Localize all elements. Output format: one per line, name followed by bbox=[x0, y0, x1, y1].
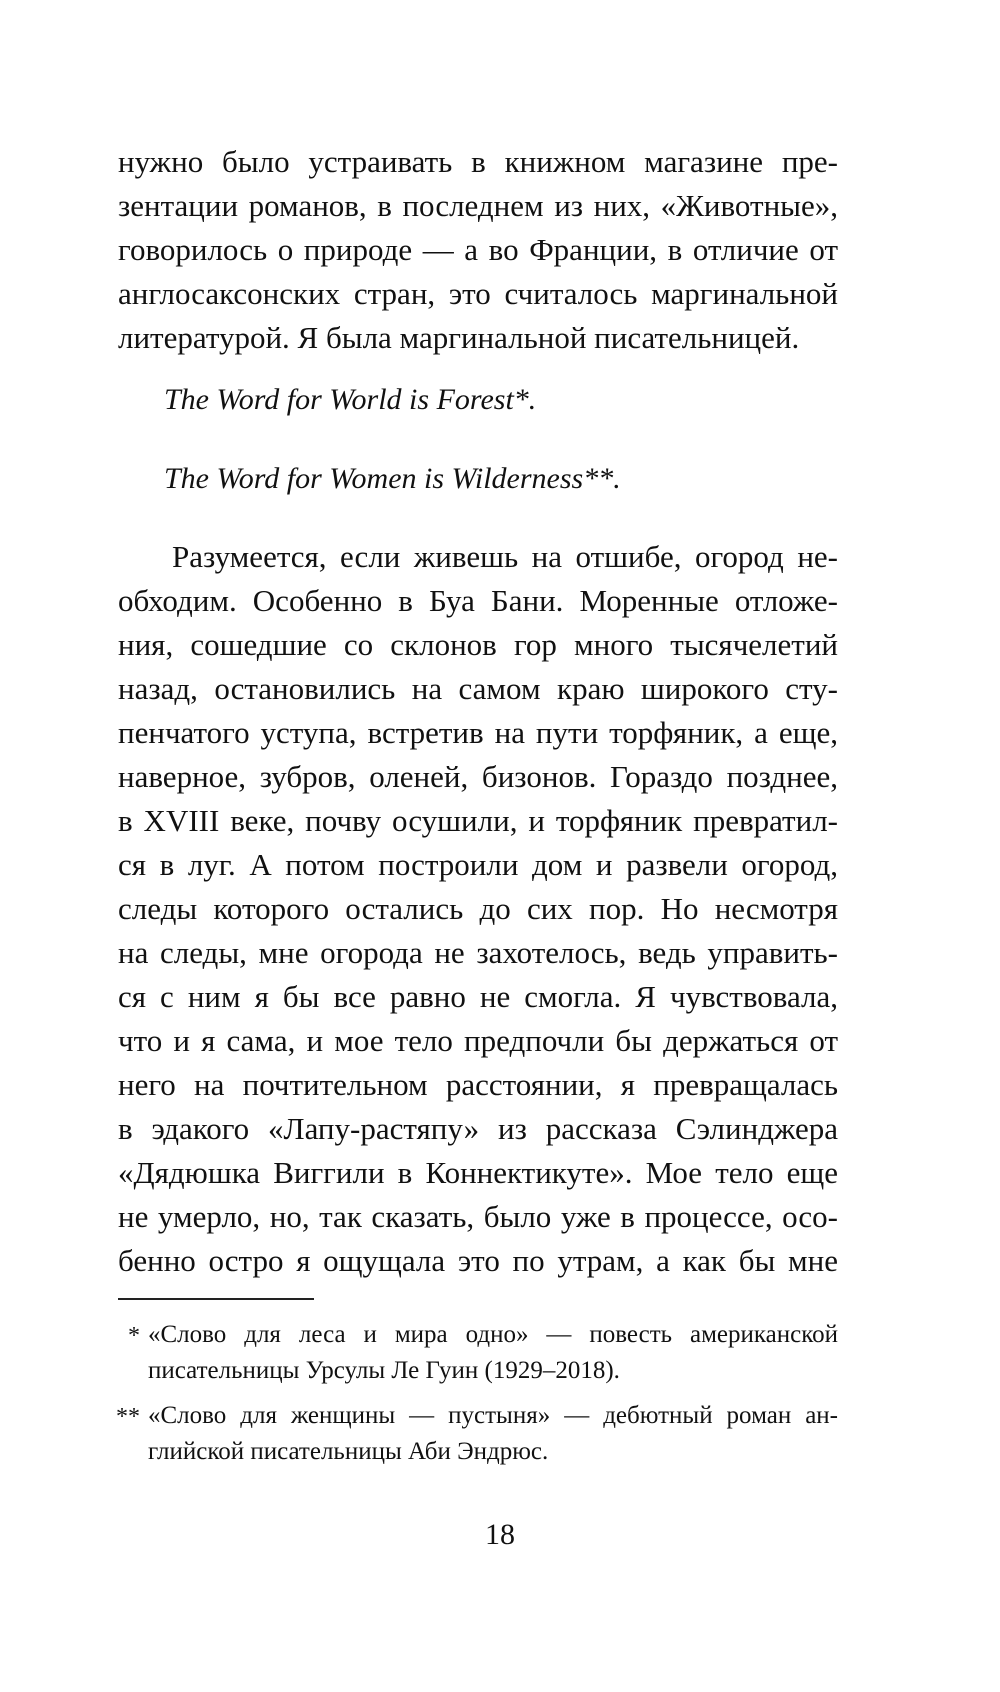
footnote-marker: * bbox=[128, 1323, 140, 1349]
footnote-line: «Слово для леса и мира одно» — повесть американской bbox=[148, 1321, 838, 1348]
text-line: литературой. Я была маргинальной писательницей. bbox=[118, 320, 800, 355]
footnote-marker: ** bbox=[116, 1404, 140, 1430]
text-line: него на почтительном расстоянии, я превращалась bbox=[118, 1067, 838, 1102]
text-line: в XVIII веке, почву осушили, и торфяник превратил- bbox=[118, 803, 838, 838]
text-line: ния, сошедшие со склонов гор много тысячелетий bbox=[118, 627, 838, 662]
text-line: Разумеется, если живешь на отшибе, огород не- bbox=[172, 539, 838, 574]
text-line: на следы, мне огорода не захотелось, ведь управить- bbox=[118, 935, 838, 970]
text-line: что и я сама, и мое тело предпочли бы держаться от bbox=[118, 1023, 838, 1058]
text-line: в эдакого «Лапу-растяпу» из рассказа Сэлинджера bbox=[118, 1111, 838, 1146]
text-line: следы которого остались до сих пор. Но несмотря bbox=[118, 891, 838, 926]
text-line: говорилось о природе — а во Франции, в отличие от bbox=[118, 232, 838, 267]
page-number: 18 bbox=[485, 1518, 515, 1551]
italic-quote-1: The Word for World is Forest*. bbox=[164, 383, 537, 416]
text-line: назад, остановились на самом краю широкого сту- bbox=[118, 671, 838, 706]
footnote-line: писательницы Урсулы Ле Гуин (1929–2018). bbox=[148, 1357, 620, 1384]
text-line: зентации романов, в последнем из них, «Животные», bbox=[118, 188, 838, 223]
footnote-separator bbox=[118, 1298, 314, 1300]
text-line: ся с ним я бы все равно не смогла. Я чувствовала, bbox=[118, 979, 838, 1014]
text-line: наверное, зубров, оленей, бизонов. Гораздо позднее, bbox=[118, 759, 838, 794]
footnote-line: «Слово для женщины — пустыня» — дебютный роман ан- bbox=[148, 1402, 838, 1429]
text-line: нужно было устраивать в книжном магазине пре- bbox=[118, 144, 838, 179]
text-line: обходим. Особенно в Буа Бани. Моренные отложе- bbox=[118, 583, 838, 618]
italic-quote-2: The Word for Women is Wilderness**. bbox=[164, 462, 621, 495]
text-line: пенчатого уступа, встретив на пути торфяник, а еще, bbox=[118, 715, 838, 750]
text-line: ся в луг. А потом построили дом и развели огород, bbox=[118, 847, 838, 882]
text-line: «Дядюшка Виггили в Коннектикуте». Мое тело еще bbox=[118, 1155, 838, 1190]
text-line: не умерло, но, так сказать, было уже в процессе, осо- bbox=[118, 1199, 838, 1234]
footnote-line: глийской писательницы Аби Эндрюс. bbox=[148, 1438, 549, 1465]
text-line: бенно остро я ощущала это по утрам, а как бы мне bbox=[118, 1243, 838, 1278]
text-line: англосаксонских стран, это считалось маргинальной bbox=[118, 276, 838, 311]
